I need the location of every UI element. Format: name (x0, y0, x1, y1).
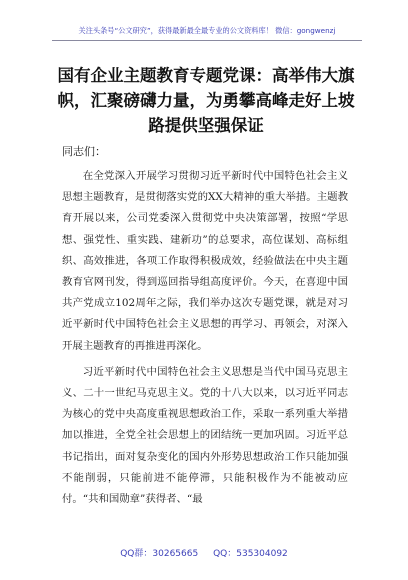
document-body (62, 166, 348, 515)
footer-qq: QQ：535304092 (213, 549, 288, 559)
paragraph: 习近平新时代中国特色社会主义思想是当代中国马克思主义、二十一世纪马克思主义。党的十八大以来，以习近平同志为核心的党中央高度重视思想政治工作，采取一系列重大举措加以推进，全党全社会思想上的团结统一更加巩固。习近平总书记指出，面对复杂变化的国内外形势思想政治工作只能加强不能削弱，只能前进不能停滞，只能积极作为不能被动应付。“共和国勋章”获得者、“最 (62, 365, 348, 506)
footer-contact (0, 546, 408, 559)
paragraph: 在全党深入开展学习贯彻习近平新时代中国特色社会主义思想主题教育，是贯彻落实党的XX大精神的重大举措。主题教育开展以来，公司党委深入贯彻党中央决策部署，按照“学思想、强党性、重实践、建新功”的总要求，高位谋划、高标组织、高效推进，各项工作取得积极成效，经验做法在中央主题教育官网刊发，得到巡回指导组高度评价。今天，在喜迎中国共产党成立102周年之际，我们举办这次专题党课，就是对习近平新时代中国特色社会主义思想的再学习、再领会，对深入开展主题教育的再推进再深化。 (62, 170, 348, 352)
footer-qq-group: QQ群：30265665 (120, 549, 199, 559)
document-title: 国有企业主题教育专题党课：高举伟大旗帜，汇聚磅礴力量，为勇攀高峰走好上坡路提供坚强保证 (57, 66, 355, 135)
salutation: 同志们： (62, 145, 106, 158)
header-banner: 关注头条号“公文研究”，获得最新最全最专业的公文资料库！ 微信：gongwenzj (52, 24, 362, 41)
